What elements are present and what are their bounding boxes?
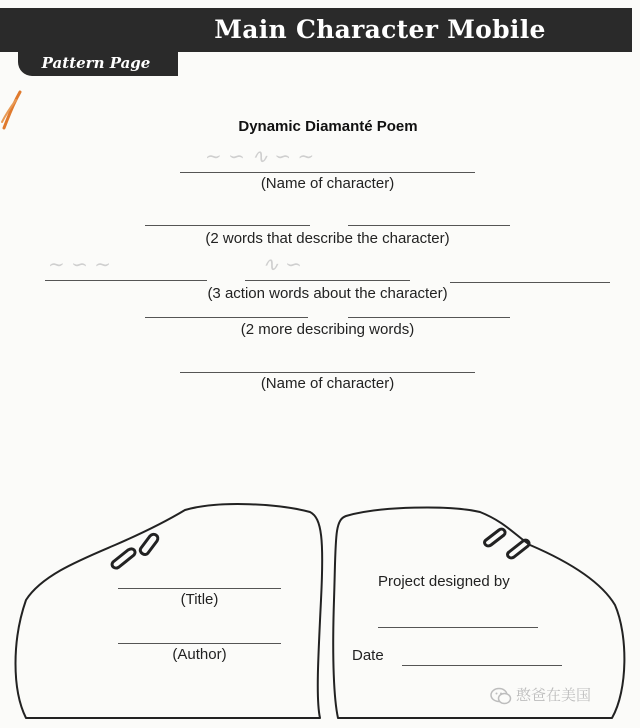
- action-word-3-line[interactable]: [450, 282, 610, 283]
- date-line[interactable]: [402, 665, 562, 666]
- describe-word-2-line[interactable]: [348, 225, 510, 226]
- erased-writing: ∼ ∽ ∼: [48, 252, 111, 276]
- erased-writing: ∼ ∽ ∿ ∽ ∼: [205, 144, 315, 168]
- watermark-text: 憨爸在美国: [516, 687, 592, 704]
- describe-words-caption: (2 words that describe the character): [205, 230, 450, 247]
- action-word-2-line[interactable]: [245, 280, 410, 281]
- wechat-icon: [490, 685, 512, 707]
- action-word-1-line[interactable]: [45, 280, 207, 281]
- page-title: Main Character Mobile: [214, 15, 546, 44]
- left-shoe-icon: [16, 504, 323, 718]
- name-of-character-caption: (Name of character): [260, 175, 395, 192]
- poem-title: Dynamic Diamanté Poem: [238, 118, 418, 135]
- describe-word-1-line[interactable]: [145, 225, 310, 226]
- action-words-caption: (3 action words about the character): [207, 285, 448, 302]
- author-caption: (Author): [172, 646, 227, 663]
- pattern-page-label: Pattern Page: [41, 54, 151, 72]
- title-caption: (Title): [180, 591, 219, 608]
- project-designed-by-label: Project designed by: [378, 573, 510, 590]
- erased-writing: ∿ ∽: [262, 252, 302, 276]
- name-of-character-line-2[interactable]: [180, 372, 475, 373]
- date-label: Date: [352, 647, 384, 664]
- more-describing-caption: (2 more describing words): [240, 321, 415, 338]
- more-describe-1-line[interactable]: [145, 317, 308, 318]
- more-describe-2-line[interactable]: [348, 317, 510, 318]
- designer-line[interactable]: [378, 627, 538, 628]
- author-line[interactable]: [118, 643, 281, 644]
- pattern-page-tab: [18, 50, 178, 76]
- title-line[interactable]: [118, 588, 281, 589]
- name-of-character-caption-2: (Name of character): [260, 375, 395, 392]
- name-of-character-line[interactable]: [180, 172, 475, 173]
